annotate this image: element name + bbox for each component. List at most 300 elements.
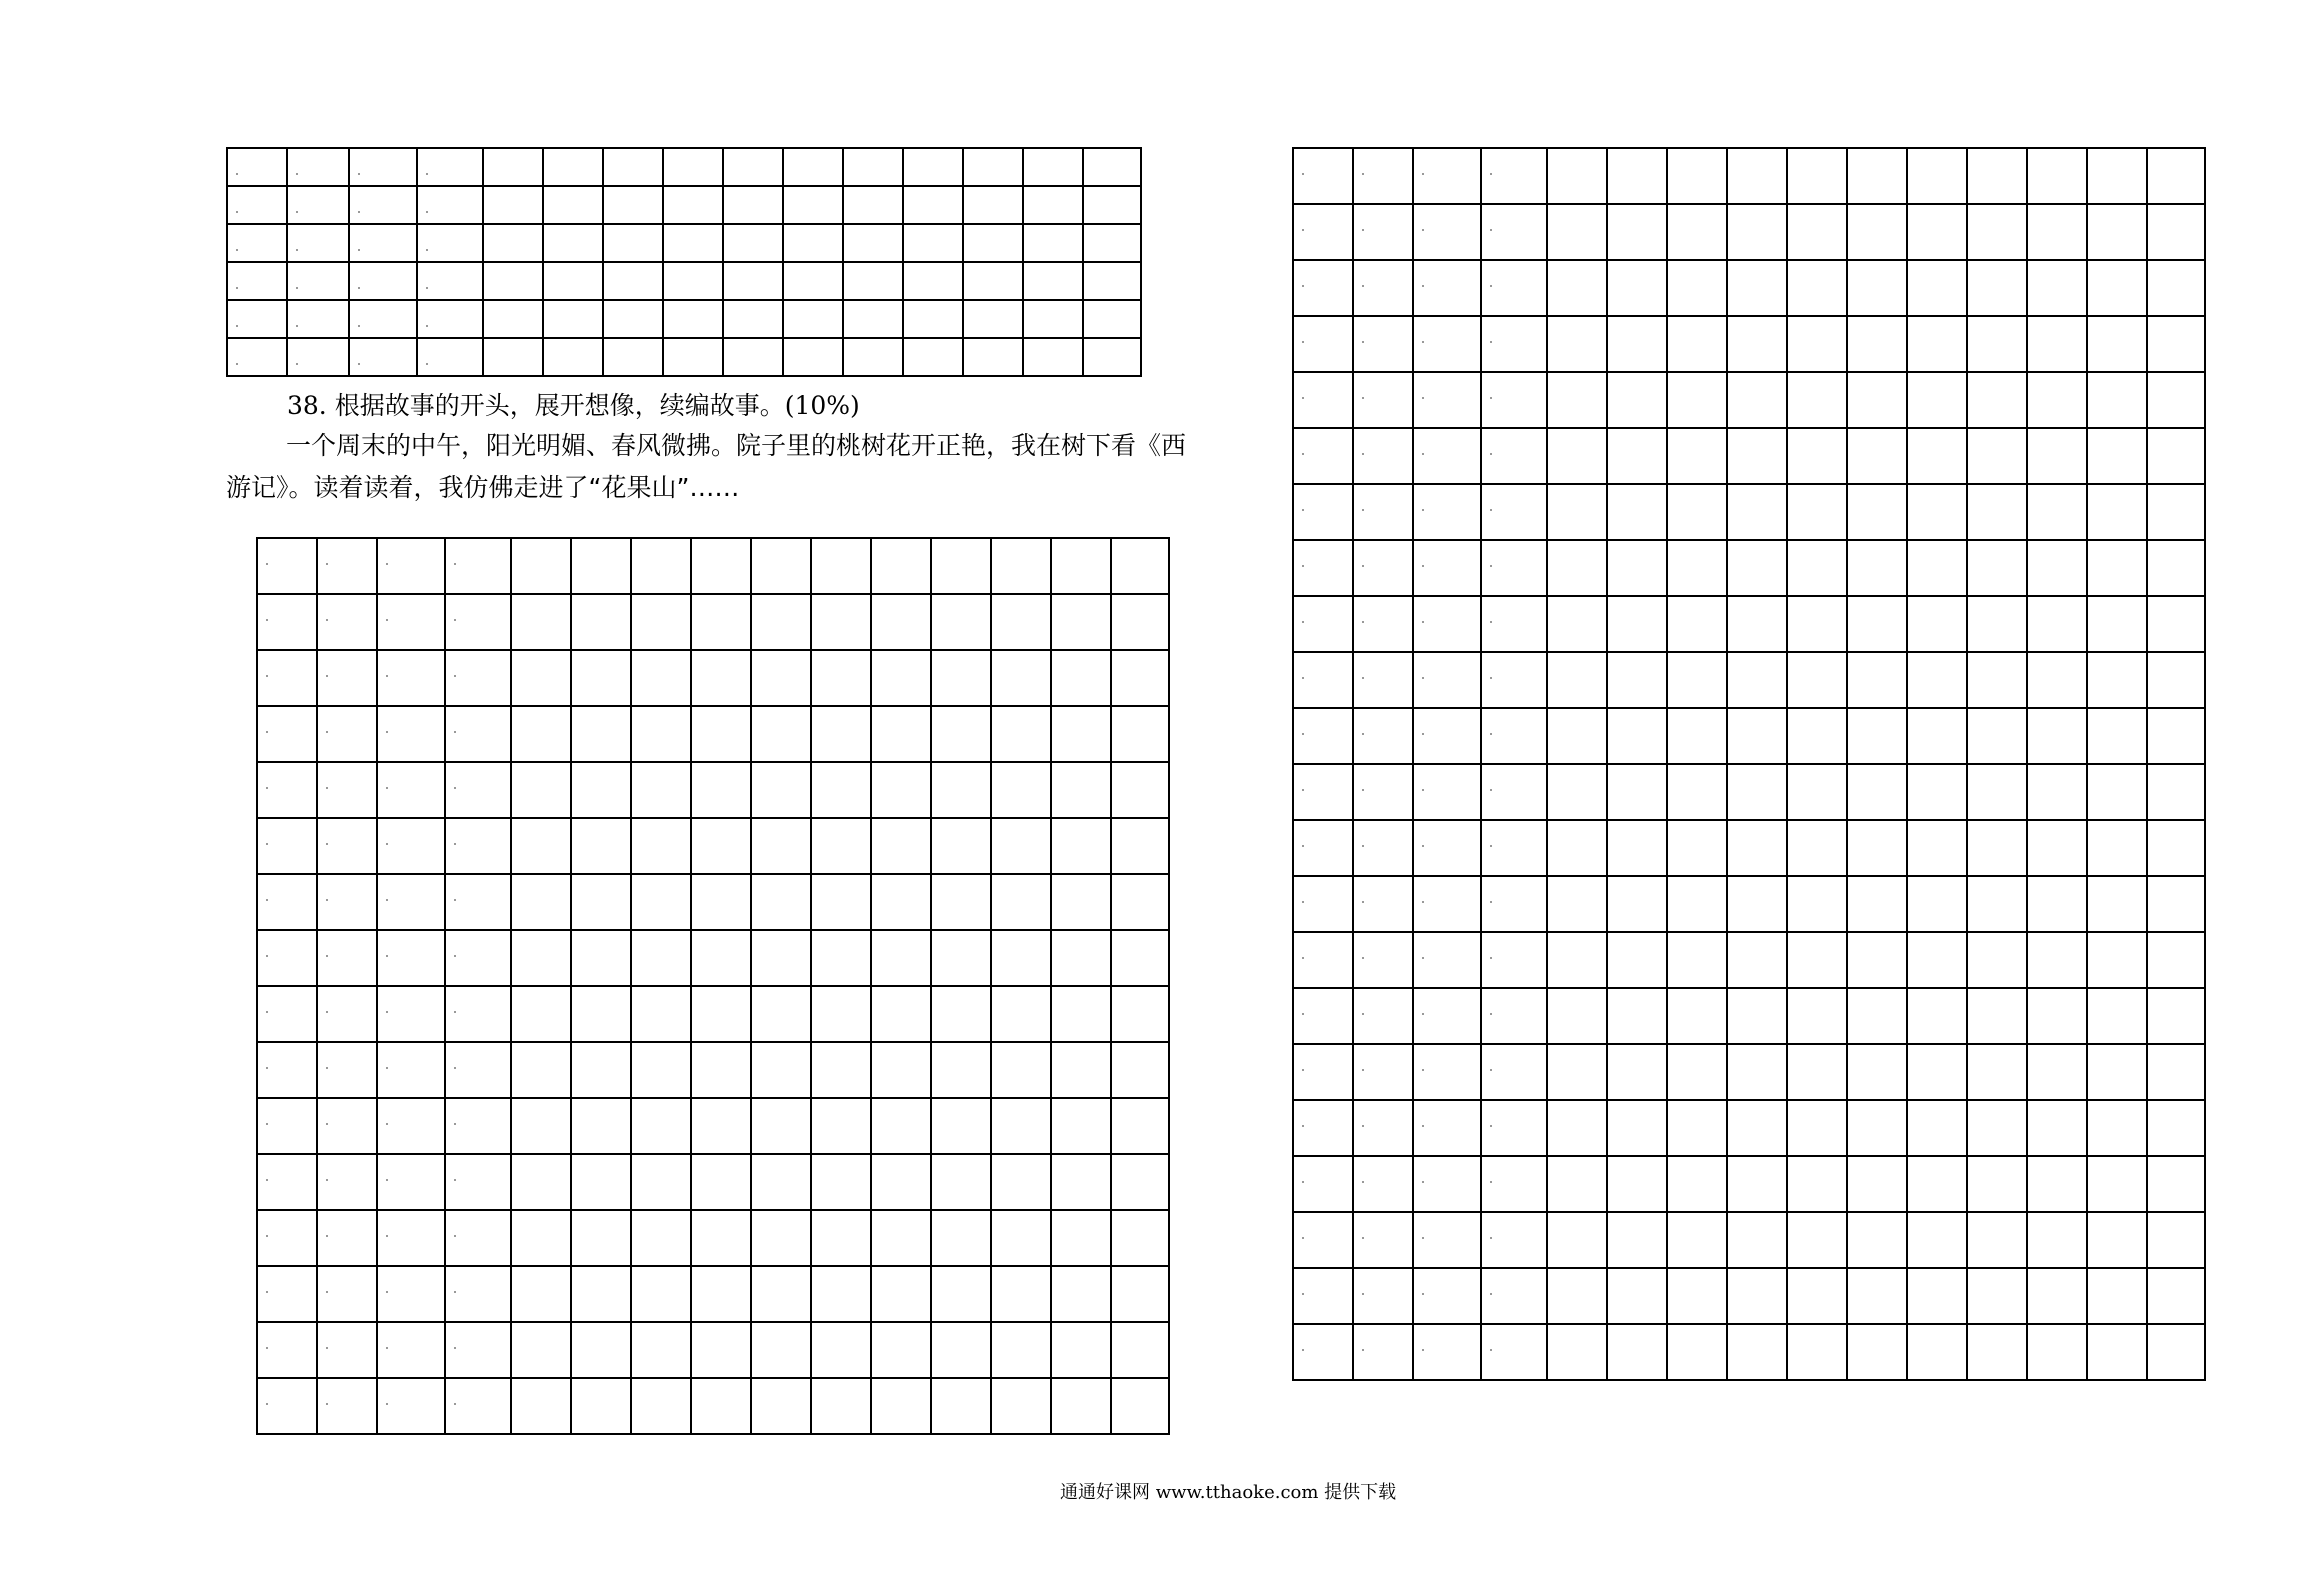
grid-cell xyxy=(1111,1210,1169,1266)
grid-cell xyxy=(1847,932,1907,988)
grid-cell xyxy=(257,1154,317,1210)
grid-cell xyxy=(227,262,287,300)
grid-cell xyxy=(2147,1324,2205,1380)
grid-cell xyxy=(1667,1268,1727,1324)
grid-cell xyxy=(811,1098,871,1154)
grid-cell xyxy=(1787,932,1847,988)
grid-cell xyxy=(1727,148,1787,204)
grid-cell xyxy=(1023,186,1083,224)
grid-cell xyxy=(445,650,511,706)
grid-cell xyxy=(691,1042,751,1098)
grid-cell xyxy=(511,986,571,1042)
grid-cell xyxy=(631,650,691,706)
grid-cell xyxy=(483,186,543,224)
grid-cell xyxy=(843,262,903,300)
grid-cell xyxy=(1547,1324,1607,1380)
grid-cell xyxy=(1787,596,1847,652)
grid-cell xyxy=(1907,484,1967,540)
grid-row xyxy=(257,818,1169,874)
grid-cell xyxy=(603,338,663,376)
grid-cell xyxy=(2087,1268,2147,1324)
grid-cell xyxy=(631,538,691,594)
grid-cell xyxy=(991,874,1051,930)
grid-cell xyxy=(663,224,723,262)
grid-cell xyxy=(483,224,543,262)
grid-cell xyxy=(751,1042,811,1098)
grid-cell xyxy=(871,538,931,594)
grid-cell xyxy=(1481,204,1547,260)
grid-cell xyxy=(2147,596,2205,652)
grid-cell xyxy=(1607,708,1667,764)
grid-cell xyxy=(1413,260,1481,316)
grid-cell xyxy=(571,1266,631,1322)
grid-cell xyxy=(1481,260,1547,316)
grid-cell xyxy=(571,930,631,986)
grid-row xyxy=(257,1322,1169,1378)
grid-cell xyxy=(1481,316,1547,372)
grid-cell xyxy=(631,706,691,762)
grid-cell xyxy=(691,594,751,650)
grid-cell xyxy=(931,1154,991,1210)
grid-cell xyxy=(445,818,511,874)
grid-cell xyxy=(257,1042,317,1098)
grid-cell xyxy=(783,224,843,262)
grid-cell xyxy=(1787,764,1847,820)
grid-cell xyxy=(843,224,903,262)
grid-cell xyxy=(1547,988,1607,1044)
grid-cell xyxy=(377,538,445,594)
grid-row xyxy=(257,1154,1169,1210)
grid-cell xyxy=(1907,1100,1967,1156)
grid-cell xyxy=(377,1098,445,1154)
grid-cell xyxy=(1967,484,2027,540)
grid-cell xyxy=(1787,540,1847,596)
grid-cell xyxy=(417,224,483,262)
grid-cell xyxy=(2147,1212,2205,1268)
grid-row xyxy=(257,874,1169,930)
grid-cell xyxy=(1607,988,1667,1044)
grid-cell xyxy=(349,262,417,300)
grid-cell xyxy=(1727,316,1787,372)
grid-cell xyxy=(2027,1100,2087,1156)
grid-cell xyxy=(1727,204,1787,260)
grid-cell xyxy=(483,300,543,338)
grid-cell xyxy=(1727,260,1787,316)
grid-cell xyxy=(2147,876,2205,932)
grid-cell xyxy=(287,186,349,224)
grid-cell xyxy=(1667,708,1727,764)
grid-cell xyxy=(257,986,317,1042)
grid-cell xyxy=(1667,876,1727,932)
grid-cell xyxy=(1727,1324,1787,1380)
grid-cell xyxy=(1907,820,1967,876)
grid-row xyxy=(227,148,1141,186)
grid-cell xyxy=(2087,316,2147,372)
grid-cell xyxy=(783,262,843,300)
grid-cell xyxy=(511,650,571,706)
grid-cell xyxy=(871,1154,931,1210)
grid-cell xyxy=(257,538,317,594)
grid-cell xyxy=(1967,596,2027,652)
grid-cell xyxy=(543,262,603,300)
grid-cell xyxy=(1787,260,1847,316)
grid-cell xyxy=(1051,930,1111,986)
grid-cell xyxy=(445,1378,511,1434)
grid-cell xyxy=(1293,148,1353,204)
grid-cell xyxy=(1547,820,1607,876)
grid-row xyxy=(1293,316,2205,372)
grid-cell xyxy=(931,930,991,986)
grid-cell xyxy=(2027,1268,2087,1324)
grid-cell xyxy=(227,186,287,224)
grid-cell xyxy=(1727,540,1787,596)
grid-cell xyxy=(1547,652,1607,708)
grid-cell xyxy=(317,650,377,706)
grid-cell xyxy=(751,818,811,874)
grid-cell xyxy=(2147,708,2205,764)
grid-cell xyxy=(287,300,349,338)
grid-cell xyxy=(2147,1268,2205,1324)
grid-cell xyxy=(2087,1100,2147,1156)
grid-cell xyxy=(1083,224,1141,262)
grid-cell xyxy=(931,1266,991,1322)
grid-row xyxy=(257,1042,1169,1098)
grid-cell xyxy=(1727,428,1787,484)
grid-cell xyxy=(631,1266,691,1322)
grid-cell xyxy=(1111,1266,1169,1322)
grid-cell xyxy=(931,650,991,706)
grid-cell xyxy=(691,1378,751,1434)
grid-cell xyxy=(2087,596,2147,652)
grid-cell xyxy=(227,300,287,338)
grid-cell xyxy=(931,538,991,594)
grid-cell xyxy=(1967,1268,2027,1324)
grid-row xyxy=(1293,596,2205,652)
grid-cell xyxy=(603,224,663,262)
grid-cell xyxy=(571,986,631,1042)
grid-cell xyxy=(2087,988,2147,1044)
grid-cell xyxy=(317,1210,377,1266)
grid-cell xyxy=(1607,316,1667,372)
grid-cell xyxy=(511,706,571,762)
grid-cell xyxy=(2147,260,2205,316)
grid-cell xyxy=(1413,1268,1481,1324)
grid-cell xyxy=(1607,260,1667,316)
grid-cell xyxy=(1051,1154,1111,1210)
grid-cell xyxy=(377,874,445,930)
grid-cell xyxy=(1907,204,1967,260)
grid-cell xyxy=(257,874,317,930)
grid-cell xyxy=(1967,204,2027,260)
grid-cell xyxy=(663,338,723,376)
grid-cell xyxy=(1413,1100,1481,1156)
grid-cell xyxy=(1413,484,1481,540)
grid-cell xyxy=(1413,372,1481,428)
grid-cell xyxy=(1413,596,1481,652)
grid-cell xyxy=(1547,596,1607,652)
grid-cell xyxy=(1907,316,1967,372)
grid-cell xyxy=(317,762,377,818)
grid-row xyxy=(1293,1268,2205,1324)
grid-cell xyxy=(1051,818,1111,874)
grid-cell xyxy=(1547,1212,1607,1268)
grid-cell xyxy=(1111,874,1169,930)
grid-cell xyxy=(571,706,631,762)
grid-cell xyxy=(1667,652,1727,708)
grid-cell xyxy=(811,818,871,874)
grid-row xyxy=(1293,1324,2205,1380)
grid-cell xyxy=(1787,1156,1847,1212)
grid-cell xyxy=(1607,148,1667,204)
grid-cell xyxy=(1967,932,2027,988)
grid-cell xyxy=(2087,204,2147,260)
grid-cell xyxy=(1907,876,1967,932)
grid-cell xyxy=(991,1098,1051,1154)
grid-cell xyxy=(1727,988,1787,1044)
grid-cell xyxy=(317,706,377,762)
grid-row xyxy=(1293,1100,2205,1156)
grid-cell xyxy=(1481,708,1547,764)
grid-cell xyxy=(543,224,603,262)
grid-cell xyxy=(691,1210,751,1266)
grid-cell xyxy=(1083,300,1141,338)
grid-cell xyxy=(2087,1156,2147,1212)
grid-cell xyxy=(2027,1044,2087,1100)
grid-cell xyxy=(1083,338,1141,376)
grid-cell xyxy=(1907,764,1967,820)
grid-cell xyxy=(691,930,751,986)
grid-cell xyxy=(1607,876,1667,932)
grid-cell xyxy=(349,338,417,376)
grid-cell xyxy=(1847,428,1907,484)
grid-cell xyxy=(1727,1156,1787,1212)
grid-cell xyxy=(1413,204,1481,260)
grid-cell xyxy=(571,650,631,706)
grid-cell xyxy=(257,1322,317,1378)
grid-cell xyxy=(1293,1268,1353,1324)
grid-cell xyxy=(1481,988,1547,1044)
grid-cell xyxy=(931,986,991,1042)
grid-cell xyxy=(603,186,663,224)
grid-cell xyxy=(571,874,631,930)
grid-cell xyxy=(1607,1100,1667,1156)
grid-row xyxy=(257,650,1169,706)
grid-cell xyxy=(1547,316,1607,372)
grid-cell xyxy=(1667,764,1727,820)
grid-row xyxy=(1293,372,2205,428)
grid-cell xyxy=(1667,1156,1727,1212)
grid-cell xyxy=(1353,148,1413,204)
grid-cell xyxy=(1481,596,1547,652)
grid-cell xyxy=(1547,1156,1607,1212)
grid-row xyxy=(257,762,1169,818)
grid-cell xyxy=(1413,820,1481,876)
grid-cell xyxy=(417,338,483,376)
grid-cell xyxy=(1907,260,1967,316)
grid-cell xyxy=(1547,1044,1607,1100)
grid-cell xyxy=(903,262,963,300)
grid-cell xyxy=(257,594,317,650)
grid-cell xyxy=(1547,932,1607,988)
grid-cell xyxy=(571,1098,631,1154)
grid-row xyxy=(1293,260,2205,316)
grid-cell xyxy=(1111,762,1169,818)
grid-row xyxy=(1293,708,2205,764)
grid-cell xyxy=(1907,1212,1967,1268)
grid-cell xyxy=(1413,428,1481,484)
grid-cell xyxy=(963,338,1023,376)
grid-cell xyxy=(1481,820,1547,876)
grid-cell xyxy=(1667,820,1727,876)
grid-cell xyxy=(1667,316,1727,372)
grid-cell xyxy=(991,1042,1051,1098)
grid-cell xyxy=(417,148,483,186)
grid-cell xyxy=(811,930,871,986)
grid-cell xyxy=(377,1154,445,1210)
grid-cell xyxy=(843,186,903,224)
grid-cell xyxy=(317,986,377,1042)
grid-cell xyxy=(571,594,631,650)
grid-cell xyxy=(1481,428,1547,484)
grid-cell xyxy=(445,594,511,650)
grid-cell xyxy=(511,1154,571,1210)
grid-cell xyxy=(317,1266,377,1322)
grid-cell xyxy=(931,1322,991,1378)
grid-cell xyxy=(811,594,871,650)
grid-cell xyxy=(1293,260,1353,316)
grid-cell xyxy=(1111,1098,1169,1154)
grid-cell xyxy=(1727,820,1787,876)
grid-cell xyxy=(1607,540,1667,596)
grid-cell xyxy=(1353,540,1413,596)
grid-cell xyxy=(377,986,445,1042)
grid-cell xyxy=(691,986,751,1042)
grid-cell xyxy=(1353,652,1413,708)
grid-cell xyxy=(1787,1100,1847,1156)
grid-cell xyxy=(1967,764,2027,820)
grid-cell xyxy=(2147,1100,2205,1156)
grid-cell xyxy=(2087,428,2147,484)
grid-cell xyxy=(1023,300,1083,338)
grid-cell xyxy=(1111,1042,1169,1098)
grid-cell xyxy=(2027,540,2087,596)
grid-cell xyxy=(1547,540,1607,596)
grid-cell xyxy=(1727,484,1787,540)
grid-cell xyxy=(1413,148,1481,204)
grid-cell xyxy=(1293,1212,1353,1268)
grid-cell xyxy=(1353,484,1413,540)
grid-cell xyxy=(1967,876,2027,932)
grid-cell xyxy=(377,650,445,706)
grid-row xyxy=(1293,988,2205,1044)
grid-cell xyxy=(723,148,783,186)
grid-cell xyxy=(543,338,603,376)
grid-cell xyxy=(445,930,511,986)
grid-cell xyxy=(1667,1324,1727,1380)
grid-cell xyxy=(931,762,991,818)
grid-cell xyxy=(691,762,751,818)
grid-cell xyxy=(811,762,871,818)
grid-cell xyxy=(2087,260,2147,316)
grid-cell xyxy=(1293,372,1353,428)
grid-cell xyxy=(317,1378,377,1434)
grid-cell xyxy=(751,594,811,650)
grid-cell xyxy=(1667,540,1727,596)
grid-row xyxy=(1293,876,2205,932)
grid-cell xyxy=(2027,428,2087,484)
grid-cell xyxy=(1051,650,1111,706)
grid-cell xyxy=(227,224,287,262)
grid-cell xyxy=(1967,1324,2027,1380)
grid-cell xyxy=(1847,1044,1907,1100)
grid-cell xyxy=(751,1098,811,1154)
grid-cell xyxy=(1481,876,1547,932)
grid-cell xyxy=(1481,148,1547,204)
grid-cell xyxy=(1481,1324,1547,1380)
grid-row xyxy=(1293,1156,2205,1212)
grid-cell xyxy=(1413,1044,1481,1100)
grid-cell xyxy=(1727,876,1787,932)
grid-cell xyxy=(2087,1044,2147,1100)
grid-cell xyxy=(445,1322,511,1378)
grid-cell xyxy=(2087,484,2147,540)
grid-cell xyxy=(991,706,1051,762)
grid-cell xyxy=(1787,484,1847,540)
grid-cell xyxy=(2027,1324,2087,1380)
grid-cell xyxy=(631,594,691,650)
grid-cell xyxy=(663,262,723,300)
grid-cell xyxy=(751,874,811,930)
grid-cell xyxy=(1413,540,1481,596)
grid-cell xyxy=(871,1042,931,1098)
grid-cell xyxy=(991,986,1051,1042)
grid-cell xyxy=(2087,1212,2147,1268)
grid-cell xyxy=(1293,764,1353,820)
grid-cell xyxy=(1607,1156,1667,1212)
grid-row xyxy=(1293,932,2205,988)
grid-cell xyxy=(1111,650,1169,706)
grid-cell xyxy=(377,1378,445,1434)
grid-cell xyxy=(1353,932,1413,988)
grid-cell xyxy=(871,1210,931,1266)
grid-cell xyxy=(1083,262,1141,300)
grid-cell xyxy=(963,262,1023,300)
grid-cell xyxy=(417,262,483,300)
grid-cell xyxy=(931,1210,991,1266)
grid-cell xyxy=(1111,594,1169,650)
grid-cell xyxy=(1727,652,1787,708)
grid-cell xyxy=(1547,204,1607,260)
grid-cell xyxy=(377,930,445,986)
grid-cell xyxy=(571,538,631,594)
grid-row xyxy=(1293,652,2205,708)
grid-cell xyxy=(1293,316,1353,372)
grid-cell xyxy=(931,874,991,930)
grid-cell xyxy=(543,300,603,338)
grid-cell xyxy=(1293,708,1353,764)
grid-cell xyxy=(445,762,511,818)
grid-cell xyxy=(317,1098,377,1154)
grid-cell xyxy=(1111,1322,1169,1378)
grid-cell xyxy=(1607,484,1667,540)
grid-cell xyxy=(257,1378,317,1434)
grid-cell xyxy=(963,148,1023,186)
grid-cell xyxy=(2027,932,2087,988)
grid-cell xyxy=(227,148,287,186)
grid-cell xyxy=(1413,652,1481,708)
grid-cell xyxy=(1481,372,1547,428)
grid-cell xyxy=(377,1042,445,1098)
